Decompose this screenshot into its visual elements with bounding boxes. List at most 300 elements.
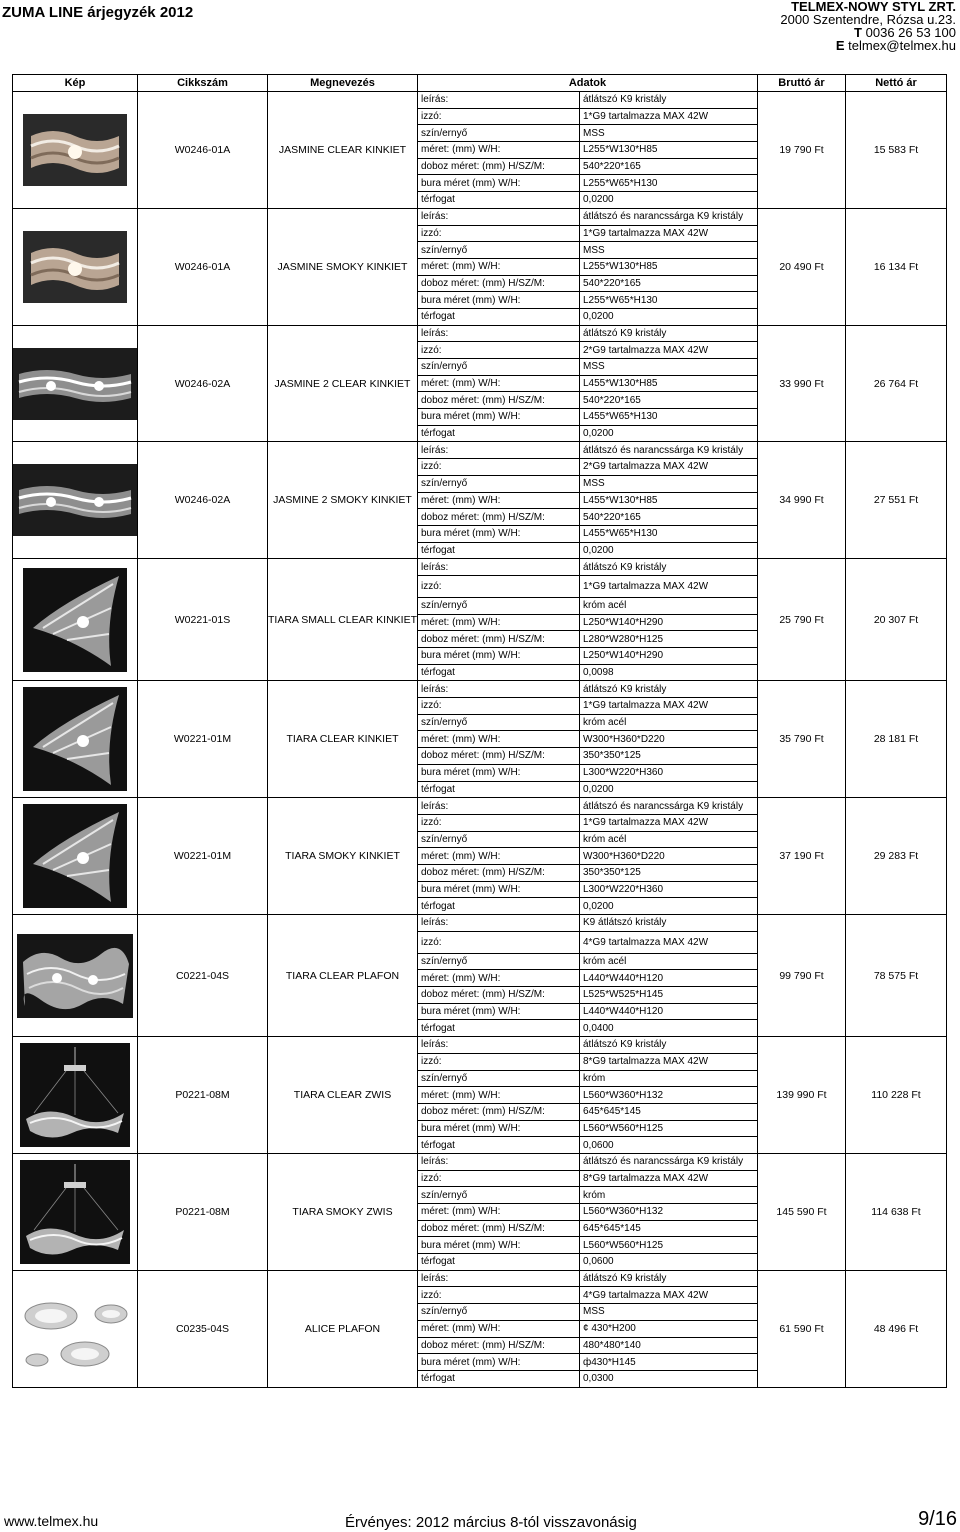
attribute-row bbox=[418, 764, 757, 781]
product-attribute-table bbox=[418, 326, 757, 442]
attribute-row bbox=[418, 748, 757, 765]
attribute-value: 645*645*145 bbox=[580, 1103, 758, 1120]
attribute-value: 0,0200 bbox=[583, 783, 614, 795]
attribute-value: L455*W130*H85 bbox=[580, 492, 758, 509]
product-data-cell bbox=[418, 208, 758, 325]
attribute-row bbox=[418, 409, 757, 426]
column-header-data: Adatok bbox=[418, 75, 758, 92]
attribute-value: 1*G9 tartalmazza MAX 42W bbox=[580, 108, 758, 125]
product-image-cell bbox=[13, 681, 138, 798]
product-image-cell bbox=[13, 442, 138, 559]
attribute-label: térfogat bbox=[418, 1370, 580, 1386]
attribute-row bbox=[418, 175, 757, 192]
product-row bbox=[13, 1037, 947, 1154]
attribute-value: átlátszó K9 kristály bbox=[580, 681, 758, 697]
gross-price: 19 790 Ft bbox=[758, 92, 846, 209]
product-name: TIARA SMOKY ZWIS bbox=[268, 1153, 418, 1270]
attribute-value: L560*W360*H132 bbox=[580, 1087, 758, 1104]
triangle-crystal-wall-lamp-icon bbox=[13, 568, 137, 672]
attribute-value: ¢ 430*H200 bbox=[580, 1320, 758, 1337]
email-label: E bbox=[835, 38, 845, 53]
attribute-value: L300*W220*H360 bbox=[580, 881, 758, 898]
attribute-value: L560*W360*H132 bbox=[580, 1204, 758, 1221]
attribute-row bbox=[418, 92, 757, 108]
column-header-gross: Bruttó ár bbox=[758, 75, 846, 92]
attribute-label: doboz méret: (mm) H/SZ/M: bbox=[418, 1220, 580, 1237]
product-attribute-table bbox=[418, 915, 757, 1036]
attribute-value: átlátszó K9 kristály bbox=[580, 1037, 758, 1053]
attribute-value: 0,0200 bbox=[583, 311, 614, 323]
product-row bbox=[13, 92, 947, 209]
attribute-label: izzó: bbox=[418, 931, 580, 953]
attribute-row bbox=[418, 1070, 757, 1087]
attribute-value: L440*W440*H120 bbox=[580, 970, 758, 987]
attribute-label: leírás: bbox=[418, 1037, 580, 1053]
attribute-value: L455*W130*H85 bbox=[580, 375, 758, 392]
attribute-row bbox=[418, 1003, 757, 1020]
product-name: JASMINE 2 CLEAR KINKIET bbox=[268, 325, 418, 442]
table-header-row bbox=[13, 75, 947, 92]
attribute-label: doboz méret: (mm) H/SZ/M: bbox=[418, 158, 580, 175]
attribute-row bbox=[418, 359, 757, 376]
attribute-value: 0,0200 bbox=[583, 544, 614, 556]
attribute-value: K9 átlátszó kristály bbox=[580, 915, 758, 931]
attribute-label: térfogat bbox=[418, 781, 580, 797]
attribute-value: W300*H360*D220 bbox=[580, 731, 758, 748]
attribute-row bbox=[418, 1103, 757, 1120]
product-data-cell bbox=[418, 325, 758, 442]
attribute-value: L440*W440*H120 bbox=[580, 1003, 758, 1020]
attribute-value: L280*W280*H125 bbox=[580, 631, 758, 648]
attribute-label: térfogat bbox=[418, 542, 580, 558]
product-attribute-table bbox=[418, 1037, 757, 1153]
attribute-label: leírás: bbox=[418, 92, 580, 108]
attribute-row bbox=[418, 814, 757, 831]
attribute-label: szín/ernyő bbox=[418, 831, 580, 848]
attribute-label: izzó: bbox=[418, 1170, 580, 1187]
product-data-cell bbox=[418, 1270, 758, 1387]
attribute-value: L250*W140*H290 bbox=[580, 648, 758, 665]
attribute-row bbox=[418, 648, 757, 665]
product-image-cell bbox=[13, 92, 138, 209]
product-attribute-table bbox=[418, 92, 757, 208]
attribute-row bbox=[418, 1187, 757, 1204]
attribute-row bbox=[418, 142, 757, 159]
net-price: 114 638 Ft bbox=[846, 1153, 947, 1270]
attribute-label: térfogat bbox=[418, 308, 580, 324]
attribute-value: MSS bbox=[580, 475, 758, 492]
attribute-label: leírás: bbox=[418, 209, 580, 225]
attribute-row bbox=[418, 492, 757, 509]
attribute-label: bura méret (mm) W/H: bbox=[418, 1003, 580, 1020]
attribute-value: L560*W560*H125 bbox=[580, 1237, 758, 1254]
attribute-label: doboz méret: (mm) H/SZ/M: bbox=[418, 509, 580, 526]
attribute-value: MSS bbox=[580, 125, 758, 142]
product-code: P0221-08M bbox=[138, 1037, 268, 1154]
attribute-label: doboz méret: (mm) H/SZ/M: bbox=[418, 631, 580, 648]
product-name: TIARA CLEAR KINKIET bbox=[268, 681, 418, 798]
phone-number: 0036 26 53 100 bbox=[865, 25, 956, 40]
product-name: TIARA CLEAR PLAFON bbox=[268, 915, 418, 1037]
attribute-row bbox=[418, 1354, 757, 1371]
attribute-row bbox=[418, 425, 757, 441]
attribute-value: L250*W140*H290 bbox=[580, 614, 758, 631]
attribute-value: átlátszó és narancssárga K9 kristály bbox=[580, 442, 758, 458]
product-name: JASMINE 2 SMOKY KINKIET bbox=[268, 442, 418, 559]
product-name: TIARA SMOKY KINKIET bbox=[268, 798, 418, 915]
product-image-cell bbox=[13, 1270, 138, 1387]
attribute-label: szín/ernyő bbox=[418, 953, 580, 970]
attribute-row bbox=[418, 1287, 757, 1304]
attribute-label: szín/ernyő bbox=[418, 1304, 580, 1321]
attribute-value: L455*W65*H130 bbox=[580, 525, 758, 542]
attribute-value: 0,0200 bbox=[583, 900, 614, 912]
product-code: W0246-01A bbox=[138, 208, 268, 325]
attribute-value: 2*G9 tartalmazza MAX 42W bbox=[580, 342, 758, 359]
attribute-label: leírás: bbox=[418, 681, 580, 697]
attribute-value: 1*G9 tartalmazza MAX 42W bbox=[580, 575, 758, 597]
product-name: TIARA SMALL CLEAR KINKIET bbox=[268, 559, 418, 681]
product-row bbox=[13, 681, 947, 798]
gross-price: 33 990 Ft bbox=[758, 325, 846, 442]
attribute-row bbox=[418, 1170, 757, 1187]
attribute-row bbox=[418, 631, 757, 648]
attribute-value: L455*W65*H130 bbox=[580, 409, 758, 426]
product-row bbox=[13, 1270, 947, 1387]
net-price: 26 764 Ft bbox=[846, 325, 947, 442]
product-name: JASMINE CLEAR KINKIET bbox=[268, 92, 418, 209]
attribute-label: leírás: bbox=[418, 798, 580, 814]
attribute-row bbox=[418, 848, 757, 865]
attribute-row bbox=[418, 1154, 757, 1170]
page-number: 9/16 bbox=[918, 1508, 957, 1530]
attribute-value: 4*G9 tartalmazza MAX 42W bbox=[580, 931, 758, 953]
product-code: C0235-04S bbox=[138, 1270, 268, 1387]
triangle-crystal-wall-lamp-icon bbox=[13, 687, 137, 791]
attribute-row bbox=[418, 308, 757, 324]
product-name: JASMINE SMOKY KINKIET bbox=[268, 208, 418, 325]
attribute-value: 350*350*125 bbox=[580, 864, 758, 881]
product-name: ALICE PLAFON bbox=[268, 1270, 418, 1387]
attribute-value: 645*645*145 bbox=[580, 1220, 758, 1237]
product-row bbox=[13, 325, 947, 442]
attribute-label: izzó: bbox=[418, 1287, 580, 1304]
product-attribute-table bbox=[418, 1271, 757, 1387]
product-row bbox=[13, 915, 947, 1037]
bowl-ceiling-lamp-icon bbox=[13, 1284, 137, 1374]
product-code: W0246-02A bbox=[138, 442, 268, 559]
column-header-name: Megnevezés bbox=[268, 75, 418, 92]
attribute-value: 0,0600 bbox=[583, 1139, 614, 1151]
attribute-label: méret: (mm) W/H: bbox=[418, 492, 580, 509]
email-address[interactable]: telmex@telmex.hu bbox=[848, 38, 956, 53]
attribute-row bbox=[418, 1120, 757, 1137]
attribute-value: króm bbox=[580, 1070, 758, 1087]
attribute-row bbox=[418, 559, 757, 575]
attribute-value: L255*W65*H130 bbox=[580, 292, 758, 309]
attribute-label: izzó: bbox=[418, 342, 580, 359]
attribute-value: 8*G9 tartalmazza MAX 42W bbox=[580, 1053, 758, 1070]
product-row bbox=[13, 798, 947, 915]
attribute-row bbox=[418, 1137, 757, 1153]
product-code: W0246-02A bbox=[138, 325, 268, 442]
attribute-value: 540*220*165 bbox=[580, 509, 758, 526]
product-row bbox=[13, 208, 947, 325]
attribute-value: 480*480*140 bbox=[580, 1337, 758, 1354]
product-attribute-table bbox=[418, 442, 757, 558]
attribute-row bbox=[418, 898, 757, 914]
attribute-row bbox=[418, 275, 757, 292]
product-code: W0221-01M bbox=[138, 681, 268, 798]
attribute-value: L300*W220*H360 bbox=[580, 764, 758, 781]
attribute-value: MSS bbox=[580, 242, 758, 259]
gross-price: 35 790 Ft bbox=[758, 681, 846, 798]
column-header-net: Nettó ár bbox=[846, 75, 947, 92]
attribute-label: doboz méret: (mm) H/SZ/M: bbox=[418, 392, 580, 409]
attribute-row bbox=[418, 525, 757, 542]
company-email bbox=[780, 39, 956, 52]
product-code: P0221-08M bbox=[138, 1153, 268, 1270]
attribute-label: bura méret (mm) W/H: bbox=[418, 1120, 580, 1137]
product-attribute-table bbox=[418, 798, 757, 914]
wide-crystal-wall-lamp-icon bbox=[13, 464, 137, 536]
attribute-label: izzó: bbox=[418, 698, 580, 715]
document-title: ZUMA LINE árjegyzék 2012 bbox=[2, 4, 194, 21]
company-address: 2000 Szentendre, Rózsa u.23. bbox=[780, 12, 956, 27]
attribute-label: térfogat bbox=[418, 1020, 580, 1036]
attribute-label: szín/ernyő bbox=[418, 1070, 580, 1087]
attribute-label: méret: (mm) W/H: bbox=[418, 1320, 580, 1337]
attribute-row bbox=[418, 209, 757, 225]
gross-price: 145 590 Ft bbox=[758, 1153, 846, 1270]
attribute-value: 0,0400 bbox=[583, 1022, 614, 1034]
product-attribute-table bbox=[418, 1154, 757, 1270]
attribute-row bbox=[418, 798, 757, 814]
product-data-cell bbox=[418, 681, 758, 798]
product-row bbox=[13, 559, 947, 681]
attribute-row bbox=[418, 1087, 757, 1104]
attribute-value: MSS bbox=[580, 1304, 758, 1321]
attribute-value: átlátszó K9 kristály bbox=[580, 559, 758, 575]
product-attribute-table bbox=[418, 209, 757, 325]
gross-price: 61 590 Ft bbox=[758, 1270, 846, 1387]
attribute-value: 0,0600 bbox=[583, 1256, 614, 1268]
attribute-row bbox=[418, 931, 757, 953]
attribute-value: átlátszó és narancssárga K9 kristály bbox=[580, 1154, 758, 1170]
attribute-label: izzó: bbox=[418, 1053, 580, 1070]
gross-price: 99 790 Ft bbox=[758, 915, 846, 1037]
attribute-label: izzó: bbox=[418, 108, 580, 125]
product-code: C0221-04S bbox=[138, 915, 268, 1037]
product-code: W0221-01M bbox=[138, 798, 268, 915]
attribute-label: bura méret (mm) W/H: bbox=[418, 1237, 580, 1254]
attribute-label: méret: (mm) W/H: bbox=[418, 970, 580, 987]
attribute-row bbox=[418, 1204, 757, 1221]
attribute-row bbox=[418, 375, 757, 392]
net-price: 20 307 Ft bbox=[846, 559, 947, 681]
attribute-label: bura méret (mm) W/H: bbox=[418, 409, 580, 426]
attribute-row bbox=[418, 731, 757, 748]
product-attribute-table bbox=[418, 559, 757, 680]
attribute-value: króm acél bbox=[580, 831, 758, 848]
product-image-cell bbox=[13, 208, 138, 325]
attribute-row bbox=[418, 970, 757, 987]
attribute-row bbox=[418, 864, 757, 881]
product-data-cell bbox=[418, 798, 758, 915]
attribute-label: doboz méret: (mm) H/SZ/M: bbox=[418, 987, 580, 1004]
net-price: 110 228 Ft bbox=[846, 1037, 947, 1154]
attribute-label: méret: (mm) W/H: bbox=[418, 142, 580, 159]
attribute-row bbox=[418, 575, 757, 597]
attribute-label: szín/ernyő bbox=[418, 475, 580, 492]
attribute-value: 540*220*165 bbox=[580, 158, 758, 175]
attribute-label: térfogat bbox=[418, 1137, 580, 1153]
attribute-value: 0,0098 bbox=[583, 667, 614, 679]
footer-validity: Érvényes: 2012 március 8-tól visszavonásig bbox=[345, 1514, 637, 1531]
attribute-label: szín/ernyő bbox=[418, 597, 580, 614]
attribute-value: átlátszó K9 kristály bbox=[580, 326, 758, 342]
attribute-row bbox=[418, 1037, 757, 1053]
product-data-cell bbox=[418, 1037, 758, 1154]
attribute-value: átlátszó K9 kristály bbox=[580, 92, 758, 108]
product-data-cell bbox=[418, 1153, 758, 1270]
attribute-label: szín/ernyő bbox=[418, 359, 580, 376]
gross-price: 139 990 Ft bbox=[758, 1037, 846, 1154]
attribute-label: izzó: bbox=[418, 814, 580, 831]
attribute-value: 0,0300 bbox=[583, 1373, 614, 1385]
attribute-label: méret: (mm) W/H: bbox=[418, 731, 580, 748]
gross-price: 34 990 Ft bbox=[758, 442, 846, 559]
product-attribute-table bbox=[418, 681, 757, 797]
product-code: W0246-01A bbox=[138, 92, 268, 209]
attribute-label: szín/ernyő bbox=[418, 714, 580, 731]
pendant-crystal-lamp-icon bbox=[13, 1043, 137, 1147]
net-price: 28 181 Ft bbox=[846, 681, 947, 798]
attribute-value: 0,0200 bbox=[583, 194, 614, 206]
net-price: 78 575 Ft bbox=[846, 915, 947, 1037]
attribute-row bbox=[418, 614, 757, 631]
product-data-cell bbox=[418, 915, 758, 1037]
attribute-label: szín/ernyő bbox=[418, 1187, 580, 1204]
product-code: W0221-01S bbox=[138, 559, 268, 681]
attribute-row bbox=[418, 987, 757, 1004]
attribute-label: izzó: bbox=[418, 459, 580, 476]
attribute-row bbox=[418, 158, 757, 175]
attribute-row bbox=[418, 258, 757, 275]
attribute-label: méret: (mm) W/H: bbox=[418, 848, 580, 865]
attribute-label: méret: (mm) W/H: bbox=[418, 1204, 580, 1221]
attribute-value: L255*W130*H85 bbox=[580, 258, 758, 275]
net-price: 15 583 Ft bbox=[846, 92, 947, 209]
attribute-label: leírás: bbox=[418, 559, 580, 575]
attribute-row bbox=[418, 1053, 757, 1070]
pendant-crystal-lamp-icon bbox=[13, 1160, 137, 1264]
attribute-label: méret: (mm) W/H: bbox=[418, 614, 580, 631]
attribute-label: izzó: bbox=[418, 575, 580, 597]
attribute-row bbox=[418, 1304, 757, 1321]
attribute-row bbox=[418, 342, 757, 359]
attribute-value: átlátszó és narancssárga K9 kristály bbox=[580, 798, 758, 814]
product-row bbox=[13, 1153, 947, 1270]
product-name: TIARA CLEAR ZWIS bbox=[268, 1037, 418, 1154]
attribute-label: doboz méret: (mm) H/SZ/M: bbox=[418, 864, 580, 881]
wide-crystal-wall-lamp-icon bbox=[13, 348, 137, 420]
attribute-row bbox=[418, 831, 757, 848]
attribute-row bbox=[418, 1237, 757, 1254]
attribute-label: doboz méret: (mm) H/SZ/M: bbox=[418, 748, 580, 765]
attribute-label: bura méret (mm) W/H: bbox=[418, 881, 580, 898]
attribute-row bbox=[418, 125, 757, 142]
footer-url[interactable]: www.telmex.hu bbox=[4, 1513, 99, 1529]
company-name: TELMEX-NOWY STYL ZRT. bbox=[791, 0, 956, 14]
attribute-row bbox=[418, 292, 757, 309]
attribute-row bbox=[418, 442, 757, 458]
gross-price: 25 790 Ft bbox=[758, 559, 846, 681]
attribute-label: méret: (mm) W/H: bbox=[418, 258, 580, 275]
attribute-row bbox=[418, 475, 757, 492]
attribute-row bbox=[418, 664, 757, 680]
product-image-cell bbox=[13, 915, 138, 1037]
attribute-value: W300*H360*D220 bbox=[580, 848, 758, 865]
net-price: 48 496 Ft bbox=[846, 1270, 947, 1387]
attribute-row bbox=[418, 1320, 757, 1337]
attribute-row bbox=[418, 915, 757, 931]
attribute-row bbox=[418, 698, 757, 715]
attribute-value: króm acél bbox=[580, 597, 758, 614]
attribute-label: doboz méret: (mm) H/SZ/M: bbox=[418, 1337, 580, 1354]
attribute-value: 4*G9 tartalmazza MAX 42W bbox=[580, 1287, 758, 1304]
company-block bbox=[780, 0, 956, 52]
attribute-row bbox=[418, 953, 757, 970]
gross-price: 37 190 Ft bbox=[758, 798, 846, 915]
attribute-label: leírás: bbox=[418, 1271, 580, 1287]
attribute-value: ф430*H145 bbox=[580, 1354, 758, 1371]
attribute-label: doboz méret: (mm) H/SZ/M: bbox=[418, 1103, 580, 1120]
attribute-value: 1*G9 tartalmazza MAX 42W bbox=[580, 814, 758, 831]
attribute-label: leírás: bbox=[418, 326, 580, 342]
product-image-cell bbox=[13, 1153, 138, 1270]
attribute-row bbox=[418, 1271, 757, 1287]
product-image-cell bbox=[13, 798, 138, 915]
attribute-label: bura méret (mm) W/H: bbox=[418, 292, 580, 309]
attribute-value: átlátszó és narancssárga K9 kristály bbox=[580, 209, 758, 225]
attribute-row bbox=[418, 459, 757, 476]
column-header-code: Cikkszám bbox=[138, 75, 268, 92]
attribute-value: 2*G9 tartalmazza MAX 42W bbox=[580, 459, 758, 476]
attribute-label: leírás: bbox=[418, 1154, 580, 1170]
attribute-value: L255*W130*H85 bbox=[580, 142, 758, 159]
attribute-row bbox=[418, 225, 757, 242]
product-image-cell bbox=[13, 1037, 138, 1154]
attribute-label: térfogat bbox=[418, 1254, 580, 1270]
attribute-value: 0,0200 bbox=[583, 428, 614, 440]
attribute-row bbox=[418, 681, 757, 697]
attribute-label: bura méret (mm) W/H: bbox=[418, 1354, 580, 1371]
attribute-label: izzó: bbox=[418, 225, 580, 242]
wave-crystal-wall-lamp-icon bbox=[13, 114, 137, 186]
attribute-row bbox=[418, 1254, 757, 1270]
attribute-value: 350*350*125 bbox=[580, 748, 758, 765]
attribute-row bbox=[418, 326, 757, 342]
column-header-image: Kép bbox=[13, 75, 138, 92]
product-image-cell bbox=[13, 559, 138, 681]
wave-crystal-wall-lamp-icon bbox=[13, 231, 137, 303]
attribute-row bbox=[418, 242, 757, 259]
attribute-label: térfogat bbox=[418, 664, 580, 680]
price-table bbox=[12, 74, 947, 1388]
net-price: 27 551 Ft bbox=[846, 442, 947, 559]
net-price: 16 134 Ft bbox=[846, 208, 947, 325]
